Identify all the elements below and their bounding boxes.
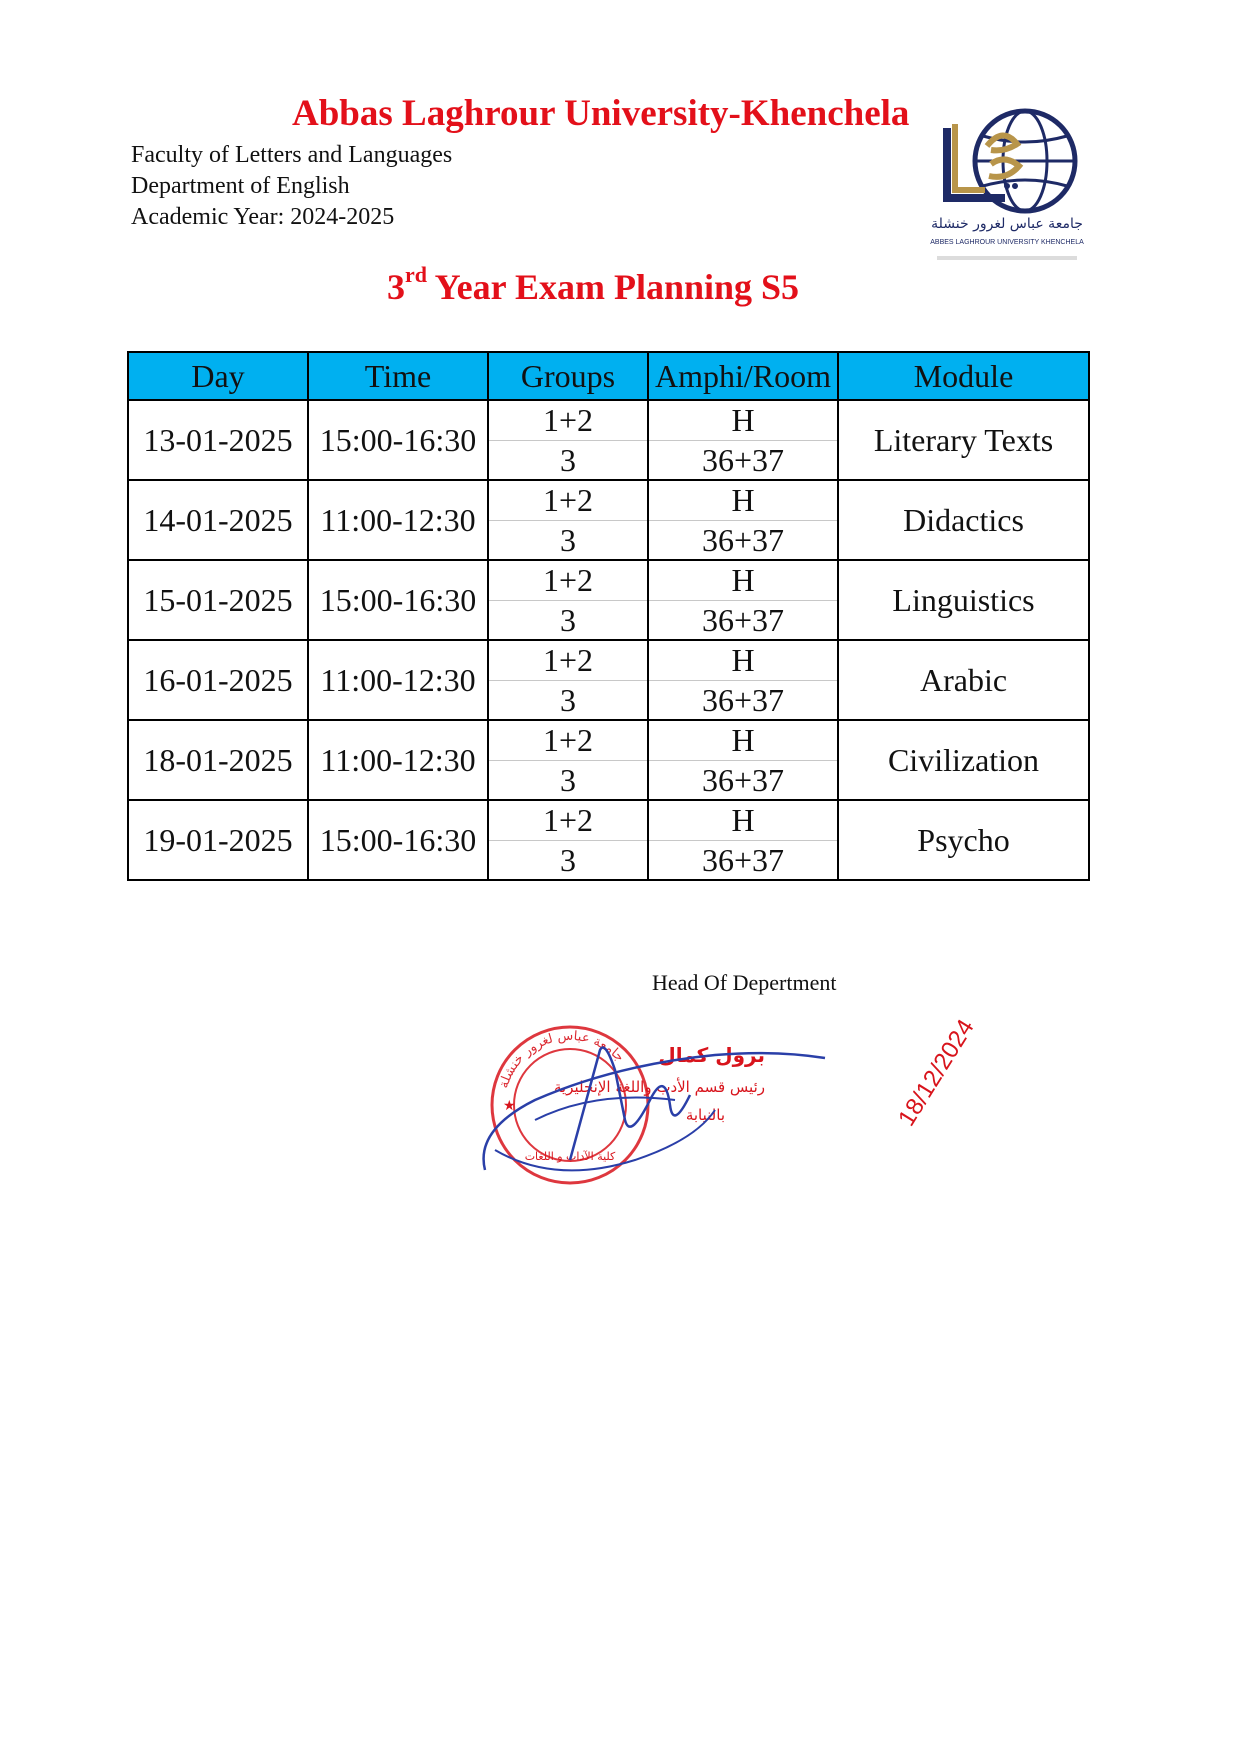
groups-cell <box>488 800 648 880</box>
table-row <box>128 800 1089 880</box>
room-cell <box>648 640 838 720</box>
exam-title <box>387 262 800 308</box>
signature-date: 18/12/2024 <box>893 1014 980 1131</box>
group-first: 1+2 <box>489 801 647 841</box>
stamp-role: بالنيابة <box>685 1106 725 1124</box>
group-second: 3 <box>560 842 576 878</box>
day-cell: 14-01-2025 <box>128 480 308 560</box>
faculty-line: Faculty of Letters and Languages <box>131 142 453 168</box>
day-cell: 13-01-2025 <box>128 400 308 480</box>
logo-latin-text: ABBES LAGHROUR UNIVERSITY KHENCHELA <box>930 239 1084 246</box>
module-cell: Literary Texts <box>838 400 1089 480</box>
stamp-star-icon: ★ <box>503 1099 516 1114</box>
room-second: 36+37 <box>701 842 785 878</box>
logo-arabic-text: جامعة عباس لغرور خنشلة <box>931 216 1083 232</box>
table-row <box>128 400 1089 480</box>
groups-cell <box>488 560 648 640</box>
room-second: 36+37 <box>701 762 785 798</box>
room-cell <box>648 720 838 800</box>
room-first: H <box>649 561 837 601</box>
header-groups: Groups <box>488 352 648 400</box>
group-second: 3 <box>560 522 576 558</box>
room-first: H <box>649 481 837 521</box>
table-row <box>128 560 1089 640</box>
module-cell: Psycho <box>838 800 1089 880</box>
group-first: 1+2 <box>489 481 647 521</box>
time-cell: 15:00-16:30 <box>308 400 488 480</box>
university-logo <box>925 106 1090 286</box>
room-first: H <box>649 721 837 761</box>
room-first: H <box>649 801 837 841</box>
table-row <box>128 640 1089 720</box>
header-room: Amphi/Room <box>648 352 838 400</box>
group-second: 3 <box>560 442 576 478</box>
exam-schedule-table <box>127 351 1090 881</box>
day-cell: 19-01-2025 <box>128 800 308 880</box>
time-cell: 11:00-12:30 <box>308 640 488 720</box>
university-title: Abbas Laghrour University-Khenchela <box>292 93 910 134</box>
group-first: 1+2 <box>489 561 647 601</box>
group-first: 1+2 <box>489 641 647 681</box>
academic-year-line: Academic Year: 2024-2025 <box>131 204 395 230</box>
module-cell: Didactics <box>838 480 1089 560</box>
title-number: 3 <box>387 267 405 307</box>
group-first: 1+2 <box>489 721 647 761</box>
room-second: 36+37 <box>701 682 785 718</box>
groups-cell <box>488 720 648 800</box>
header-info <box>131 140 452 233</box>
stamp-ring-text: جامعة عباس لغرور خنشلة <box>496 1028 627 1091</box>
module-cell: Arabic <box>838 640 1089 720</box>
time-cell: 11:00-12:30 <box>308 720 488 800</box>
room-second: 36+37 <box>701 602 785 638</box>
table-row <box>128 480 1089 560</box>
group-second: 3 <box>560 602 576 638</box>
room-first: H <box>649 641 837 681</box>
group-first: 1+2 <box>489 401 647 441</box>
module-cell: Linguistics <box>838 560 1089 640</box>
room-cell <box>648 480 838 560</box>
groups-cell <box>488 640 648 720</box>
table-header-row <box>128 352 1089 400</box>
official-stamp <box>475 1010 845 1190</box>
day-cell: 16-01-2025 <box>128 640 308 720</box>
stamp-inner-text: كلية الآداب و اللغات <box>524 1150 616 1163</box>
table-row <box>128 720 1089 800</box>
head-of-department-label: Head Of Depertment <box>652 970 837 995</box>
header-day: Day <box>128 352 308 400</box>
room-first: H <box>649 401 837 441</box>
stamp-title: رئيس قسم الأدب واللغة الإنجليزية <box>554 1078 765 1096</box>
header-time: Time <box>308 352 488 400</box>
time-cell: 15:00-16:30 <box>308 560 488 640</box>
time-cell: 11:00-12:30 <box>308 480 488 560</box>
room-second: 36+37 <box>701 522 785 558</box>
room-second: 36+37 <box>701 442 785 478</box>
header-module: Module <box>838 352 1089 400</box>
room-cell <box>648 560 838 640</box>
groups-cell <box>488 400 648 480</box>
time-cell: 15:00-16:30 <box>308 800 488 880</box>
room-cell <box>648 800 838 880</box>
group-second: 3 <box>560 762 576 798</box>
department-line: Department of English <box>131 173 350 199</box>
title-ordinal-suffix: rd <box>405 262 427 287</box>
title-text: Year Exam Planning S5 <box>427 267 800 307</box>
room-cell <box>648 400 838 480</box>
groups-cell <box>488 480 648 560</box>
group-second: 3 <box>560 682 576 718</box>
day-cell: 18-01-2025 <box>128 720 308 800</box>
module-cell: Civilization <box>838 720 1089 800</box>
stamp-name: برول كمال <box>658 1043 765 1067</box>
day-cell: 15-01-2025 <box>128 560 308 640</box>
